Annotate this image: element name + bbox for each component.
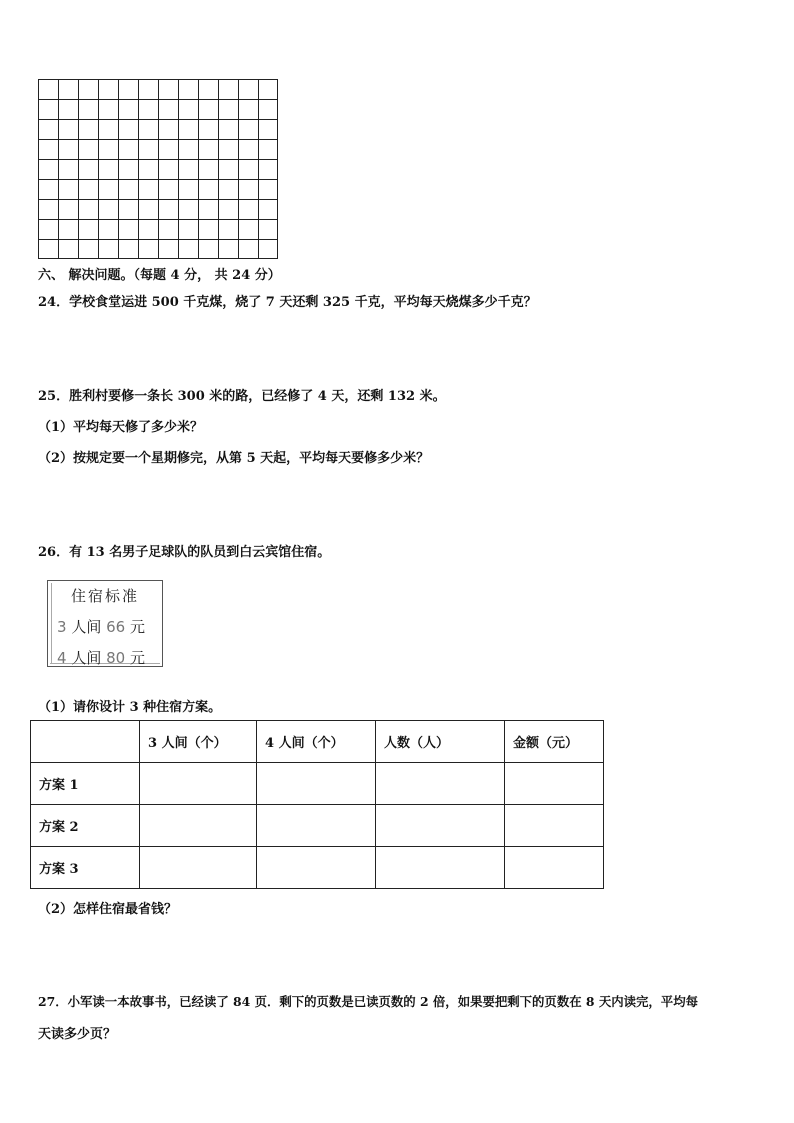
lodging-standard-box bbox=[47, 580, 163, 667]
rate-people: 4 bbox=[57, 649, 67, 667]
question-24: 24．学校食堂运进 500 千克煤，烧了 7 天还剩 325 千克，平均每天烧煤多少千克？ bbox=[38, 295, 537, 310]
lodging-rate-4-person bbox=[57, 647, 145, 668]
table-header-cell: 人数（人） bbox=[376, 721, 505, 763]
table-cell bbox=[257, 763, 376, 805]
table-row bbox=[31, 763, 604, 805]
question-25: 25．胜利村要修一条长 300 米的路，已经修了 4 天，还剩 132 米。 bbox=[38, 389, 446, 404]
question-27-line-2: 天读多少页？ bbox=[38, 1027, 117, 1042]
table-cell bbox=[505, 847, 604, 889]
table-cell bbox=[376, 847, 505, 889]
lodging-standard-title: 住宿标准 bbox=[70, 587, 139, 605]
question-26: 26．有 13 名男子足球队的队员到白云宾馆住宿。 bbox=[38, 545, 331, 560]
table-header-cell: 3 人间（个） bbox=[140, 721, 257, 763]
table-row bbox=[31, 805, 604, 847]
question-26-part-2: （2）怎样住宿最省钱？ bbox=[38, 902, 178, 917]
table-cell bbox=[376, 805, 505, 847]
table-header-row bbox=[31, 721, 604, 763]
rate-price: 80 bbox=[106, 649, 126, 667]
table-row bbox=[31, 847, 604, 889]
rate-people: 3 bbox=[57, 618, 67, 636]
rate-currency: 元 bbox=[130, 618, 146, 636]
table-cell bbox=[376, 763, 505, 805]
table-cell bbox=[505, 763, 604, 805]
plan-label: 方案 1 bbox=[31, 763, 140, 805]
table-cell bbox=[257, 805, 376, 847]
question-25-part-2: （2）按规定要一个星期修完，从第 5 天起，平均每天要修多少米？ bbox=[38, 451, 430, 466]
grid-paper bbox=[38, 79, 278, 259]
section-heading: 六、 解决问题。（每题 4 分， 共 24 分） bbox=[38, 268, 281, 283]
table-header-cell bbox=[31, 721, 140, 763]
table-cell bbox=[257, 847, 376, 889]
table-cell bbox=[140, 763, 257, 805]
question-26-part-1: （1）请你设计 3 种住宿方案。 bbox=[38, 700, 222, 715]
question-27-line-1: 27．小军读一本故事书，已经读了 84 页．剩下的页数是已读页数的 2 倍，如果要把剩下的页数在 8 天内读完，平均每 bbox=[38, 994, 698, 1009]
plan-label: 方案 3 bbox=[31, 847, 140, 889]
table-header-cell: 4 人间（个） bbox=[257, 721, 376, 763]
question-25-part-1: （1）平均每天修了多少米？ bbox=[38, 420, 204, 435]
rate-price: 66 bbox=[106, 618, 126, 636]
table-header-cell: 金额（元） bbox=[505, 721, 604, 763]
rate-room: 人间 bbox=[71, 649, 102, 667]
rate-currency: 元 bbox=[130, 649, 146, 667]
rate-room: 人间 bbox=[71, 618, 102, 636]
table-cell bbox=[140, 805, 257, 847]
plan-label: 方案 2 bbox=[31, 805, 140, 847]
table-cell bbox=[140, 847, 257, 889]
table-cell bbox=[505, 805, 604, 847]
lodging-rate-3-person bbox=[57, 616, 145, 637]
lodging-plan-table bbox=[30, 720, 604, 889]
